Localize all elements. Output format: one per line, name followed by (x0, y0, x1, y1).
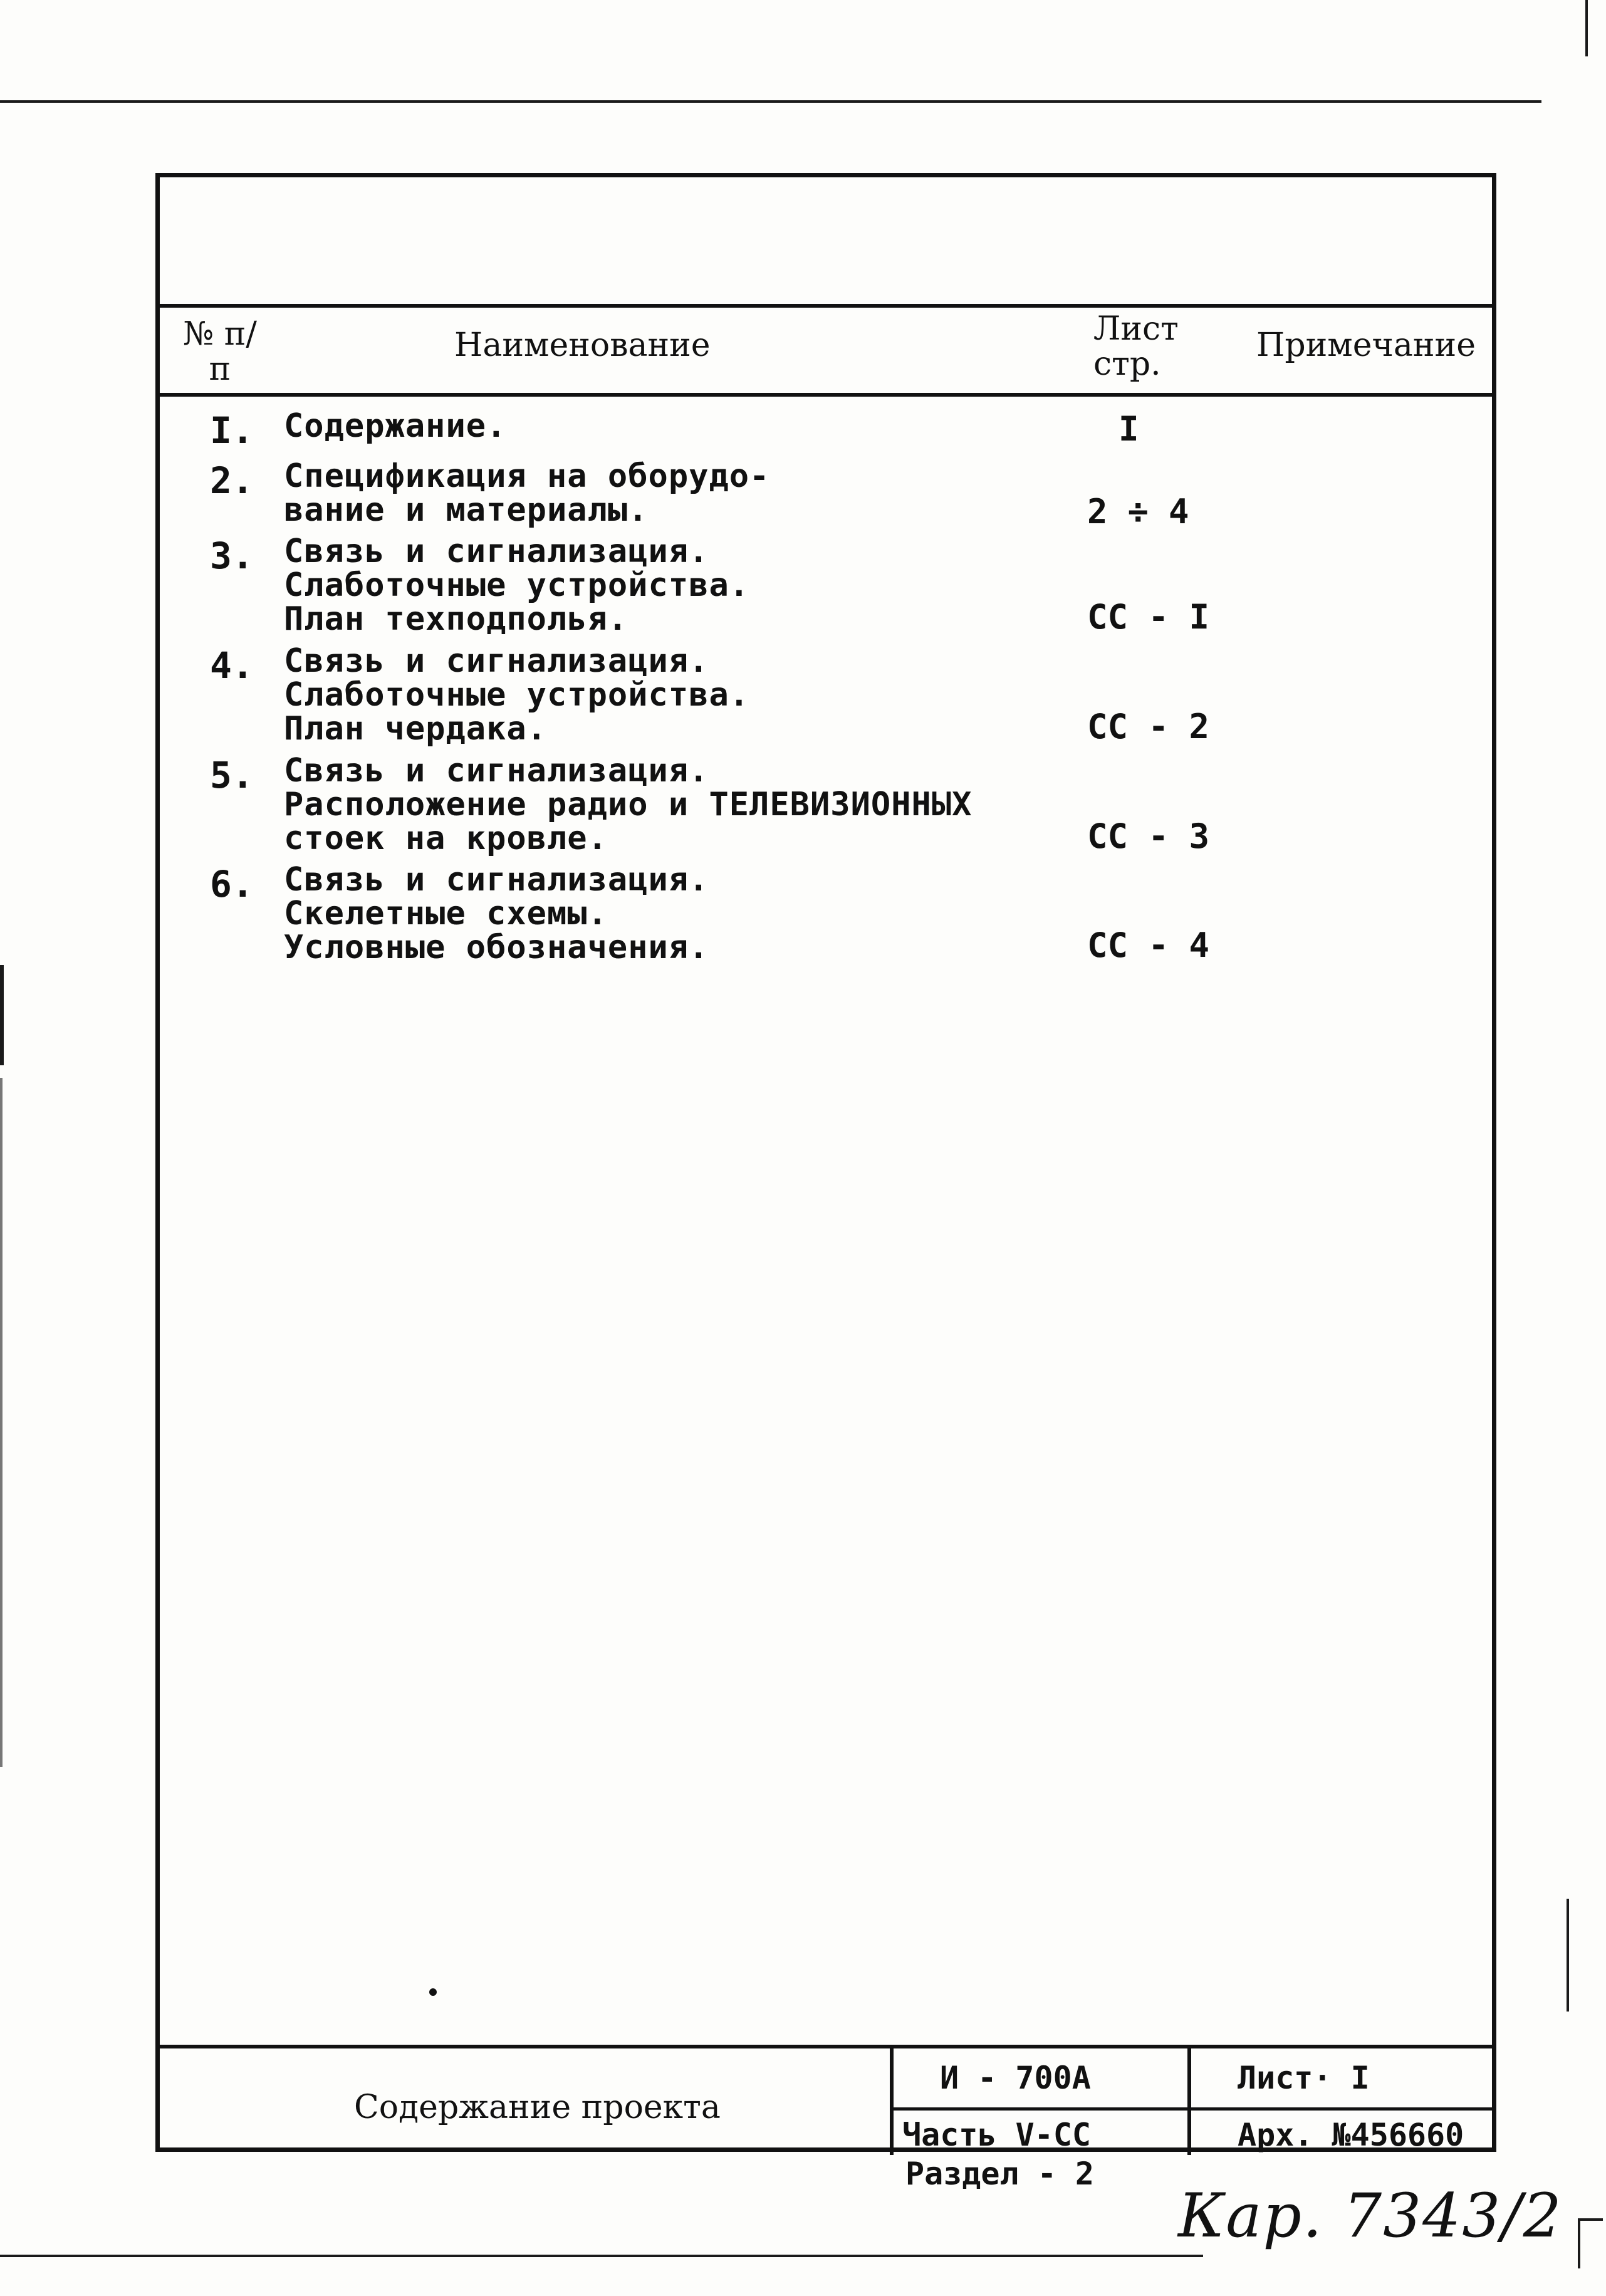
header-num: № п/п (183, 315, 257, 388)
left-edge-mark (0, 965, 4, 1065)
row-number: 3. (210, 535, 254, 577)
title-block-archive: Арх. №456660 (1238, 2117, 1464, 2153)
row-number: 2. (210, 459, 254, 502)
row-text: Содержание. (284, 407, 507, 445)
row-sheet: СС - I (1087, 597, 1210, 637)
title-block-divider-1 (890, 2048, 894, 2155)
row-number: I. (210, 409, 254, 452)
header-sheet: Лист стр. (1093, 310, 1179, 383)
header-top-line (160, 304, 1492, 308)
header-name: Наименование (454, 326, 711, 364)
title-block-sheet: Лист· I (1238, 2060, 1370, 2096)
handwritten-number: Кар. 7343/2 (1178, 2181, 1563, 2251)
top-edge-line (0, 100, 1541, 103)
right-edge-mark-3 (1578, 2218, 1603, 2221)
row-text: Спецификация на оборудо- вание и материалы. (284, 457, 770, 529)
title-block-top-line (160, 2045, 1492, 2048)
header-bottom-line (160, 393, 1492, 397)
document-frame (155, 173, 1496, 2152)
row-sheet: СС - 4 (1087, 926, 1210, 965)
row-text: Связь и сигнализация. Расположение радио и ТЕЛЕВИЗИОННЫХ стоек на кровле. (284, 752, 972, 857)
section-label: Раздел - 2 (905, 2156, 1095, 2192)
title-block-mid-line (890, 2107, 1492, 2111)
row-text: Связь и сигнализация. Скелетные схемы. Условные обозначения. (284, 861, 709, 966)
row-sheet: СС - 3 (1087, 817, 1210, 856)
scan-dot (429, 1988, 437, 1996)
row-sheet: СС - 2 (1087, 707, 1210, 746)
row-number: 5. (210, 754, 254, 796)
title-block-part: Часть V-СС (902, 2117, 1092, 2153)
title-block-divider-2 (1187, 2048, 1191, 2155)
title-block-title: Содержание проекта (354, 2089, 721, 2126)
row-number: 4. (210, 644, 254, 687)
row-text: Связь и сигнализация. Слаботочные устройства. План техподполья. (284, 533, 750, 638)
right-edge-mark-2 (1578, 2218, 1580, 2268)
title-block-project: И - 700А (940, 2060, 1091, 2096)
corner-mark (1585, 0, 1588, 56)
left-edge-mark-2 (0, 1078, 3, 1767)
header-note: Примечание (1256, 326, 1476, 364)
right-edge-mark (1567, 1899, 1569, 2012)
row-sheet: I (1118, 409, 1139, 449)
bottom-edge-line (0, 2255, 1203, 2257)
row-sheet: 2 ÷ 4 (1087, 492, 1189, 531)
row-number: 6. (210, 863, 254, 905)
row-text: Связь и сигнализация. Слаботочные устройства. План чердака. (284, 642, 750, 748)
